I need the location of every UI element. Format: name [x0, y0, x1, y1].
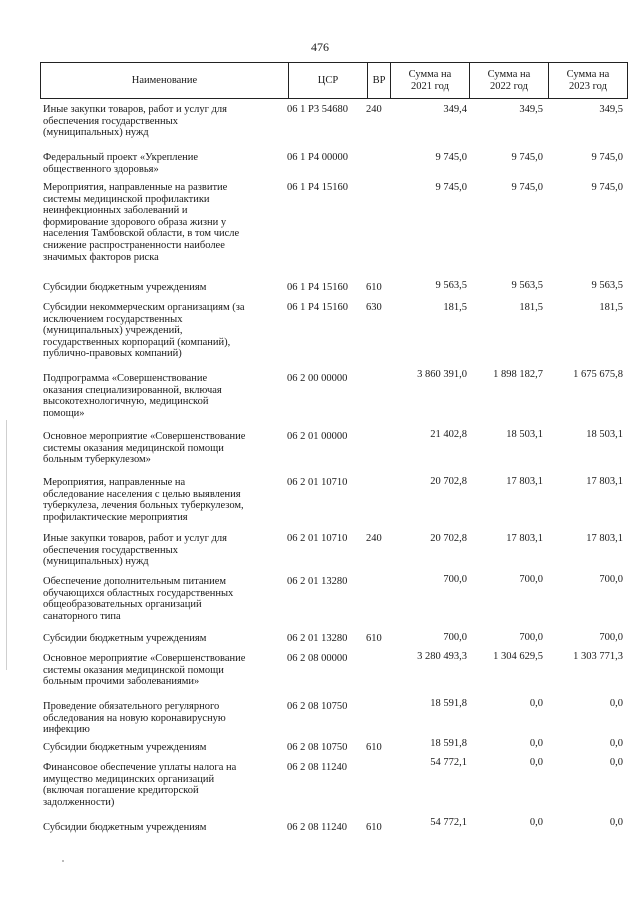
row-name-line: Субсидии бюджетным учреждениям	[43, 282, 207, 293]
row-sum-2023: 18 503,1	[586, 429, 623, 440]
row-name-line: оказания специализированной, включая	[43, 384, 222, 396]
row-name	[43, 742, 275, 754]
row-csr: 06 1 P4 15160	[287, 282, 348, 293]
row-name-line: санаторного типа	[43, 610, 121, 622]
row-name-line: обеспечения государственных	[43, 115, 178, 127]
row-sum-2022: 0,0	[529, 817, 543, 828]
scan-margin-mark	[6, 420, 7, 670]
row-csr: 06 1 P4 15160	[287, 302, 348, 313]
row-vr: 240	[366, 104, 382, 115]
row-sum-2022: 18 503,1	[506, 429, 543, 440]
row-sum-2022: 700,0	[519, 574, 543, 585]
row-sum-2023: 1 675 675,8	[573, 369, 623, 380]
row-name-line: обучающихся областных государственных	[43, 587, 234, 599]
row-sum-2023: 17 803,1	[586, 476, 623, 487]
row-name-line: больным туберкулезом»	[43, 454, 151, 466]
row-sum-2022: 17 803,1	[506, 533, 543, 544]
row-name-line: публично-правовых компаний)	[43, 348, 182, 360]
row-name-line: (муниципальных) нужд	[43, 556, 149, 568]
row-sum-2022: 9 563,5	[511, 280, 543, 291]
row-name-line: Основное мероприятие «Совершенствование	[43, 431, 246, 442]
row-name-line: значимых факторов риска	[43, 251, 159, 263]
row-name	[43, 822, 275, 834]
row-csr: 06 2 08 00000	[287, 653, 348, 664]
row-csr: 06 1 P3 54680	[287, 104, 348, 115]
row-sum-2021: 700,0	[443, 632, 467, 643]
table-header	[40, 62, 628, 99]
row-name-line: Подпрограмма «Совершенствование	[43, 373, 208, 384]
row-vr: 630	[366, 302, 382, 313]
row-csr: 06 2 01 10710	[287, 533, 348, 544]
row-sum-2023: 0,0	[609, 817, 623, 828]
row-name-line: туберкулеза, лечения больных туберкулезом,	[43, 500, 244, 512]
row-name	[43, 373, 275, 419]
row-name-line: населения Тамбовской области, в том числе	[43, 228, 240, 240]
row-sum-2023: 9 563,5	[591, 280, 623, 291]
row-name-line: (муниципальных) учреждений,	[43, 325, 183, 337]
row-vr: 610	[366, 282, 382, 293]
row-name-line: обследования на новую коронавирусную	[43, 712, 226, 724]
header-vr: ВР	[372, 74, 386, 86]
row-name	[43, 533, 275, 568]
row-sum-2022: 1 898 182,7	[493, 369, 543, 380]
row-name	[43, 431, 275, 466]
header-sum-2023-line1: Сумма на	[566, 68, 610, 80]
row-csr: 06 1 P4 15160	[287, 182, 348, 193]
row-sum-2022: 1 304 629,5	[493, 651, 543, 662]
row-csr: 06 2 08 10750	[287, 701, 348, 712]
row-name-line: Проведение обязательного регулярного	[43, 701, 220, 712]
row-name-line: Субсидии бюджетным учреждениям	[43, 633, 207, 644]
row-name-line: помощи»	[43, 407, 85, 419]
row-name-line: Мероприятия, направленные на	[43, 477, 186, 488]
row-name-line: инфекцию	[43, 724, 90, 736]
row-name-line: Субсидии бюджетным учреждениям	[43, 822, 207, 833]
row-name-line: обследование населения с целью выявления	[43, 488, 241, 500]
row-name-line: Финансовое обеспечение уплаты налога на	[43, 762, 237, 773]
row-name-line: больным прочими заболеваниями»	[43, 676, 200, 688]
header-sum-2023-line2: 2023 год	[569, 80, 607, 92]
row-name	[43, 576, 275, 622]
row-name-line: неинфекционных заболеваний и	[43, 205, 188, 217]
row-csr: 06 2 08 11240	[287, 822, 347, 833]
row-sum-2022: 0,0	[529, 698, 543, 709]
row-name-line: Обеспечение дополнительным питанием	[43, 576, 227, 587]
row-sum-2023: 700,0	[599, 574, 623, 585]
row-name	[43, 302, 275, 360]
row-vr: 610	[366, 822, 382, 833]
row-sum-2023: 349,5	[599, 104, 623, 115]
row-sum-2023: 181,5	[599, 302, 623, 313]
row-sum-2022: 349,5	[519, 104, 543, 115]
row-sum-2023: 0,0	[609, 698, 623, 709]
row-sum-2021: 349,4	[443, 104, 467, 115]
row-sum-2023: 9 745,0	[591, 182, 623, 193]
row-sum-2023: 17 803,1	[586, 533, 623, 544]
row-sum-2021: 20 702,8	[430, 533, 467, 544]
row-sum-2021: 181,5	[443, 302, 467, 313]
row-name	[43, 477, 275, 523]
row-sum-2021: 54 772,1	[430, 817, 467, 828]
row-sum-2021: 3 280 493,3	[417, 651, 467, 662]
row-sum-2021: 18 591,8	[430, 698, 467, 709]
row-name-line: имущество медицинских организаций	[43, 773, 215, 785]
row-name-line: исключением государственных	[43, 313, 183, 325]
header-sum-2021-line1: Сумма на	[408, 68, 452, 80]
row-name-line: системы оказания медицинской помощи	[43, 664, 224, 676]
row-vr: 610	[366, 633, 382, 644]
row-sum-2021: 20 702,8	[430, 476, 467, 487]
row-name-line: (включая погашение кредиторской	[43, 785, 199, 797]
row-name-line: системы оказания медицинской помощи	[43, 442, 224, 454]
row-sum-2021: 9 745,0	[435, 152, 467, 163]
row-sum-2021: 21 402,8	[430, 429, 467, 440]
row-name-line: высокотехнологичную, медицинской	[43, 396, 209, 408]
row-name	[43, 152, 275, 175]
row-vr: 240	[366, 533, 382, 544]
row-name	[43, 633, 275, 645]
row-name-line: Иные закупки товаров, работ и услуг для	[43, 104, 227, 115]
row-csr: 06 2 01 10710	[287, 477, 348, 488]
row-csr: 06 2 01 13280	[287, 633, 348, 644]
row-name-line: Субсидии некоммерческим организациям (за	[43, 302, 245, 313]
header-sum-2022-line2: 2022 год	[490, 80, 528, 92]
row-name-line: обеспечения государственных	[43, 544, 178, 556]
row-sum-2023: 9 745,0	[591, 152, 623, 163]
header-sum-2022	[470, 63, 548, 98]
row-name	[43, 701, 275, 736]
row-sum-2023: 700,0	[599, 632, 623, 643]
row-sum-2021: 9 563,5	[435, 280, 467, 291]
row-name-line: Иные закупки товаров, работ и услуг для	[43, 533, 227, 544]
page-number: 476	[311, 40, 329, 54]
row-sum-2022: 9 745,0	[511, 152, 543, 163]
row-sum-2022: 17 803,1	[506, 476, 543, 487]
row-name	[43, 182, 275, 263]
row-name-line: Мероприятия, направленные на развитие	[43, 182, 228, 193]
row-sum-2021: 9 745,0	[435, 182, 467, 193]
row-name	[43, 762, 275, 808]
row-sum-2021: 54 772,1	[430, 757, 467, 768]
header-name: Наименование	[131, 74, 198, 86]
row-name-line: профилактические мероприятия	[43, 511, 188, 523]
row-csr: 06 2 00 00000	[287, 373, 348, 384]
row-csr: 06 2 01 00000	[287, 431, 348, 442]
row-csr: 06 2 01 13280	[287, 576, 348, 587]
row-name-line: (муниципальных) нужд	[43, 127, 149, 139]
row-sum-2022: 9 745,0	[511, 182, 543, 193]
row-csr: 06 2 08 10750	[287, 742, 348, 753]
row-name-line: формирование здорового образа жизни у	[43, 216, 227, 228]
row-name-line: общественного здоровья»	[43, 163, 159, 175]
row-name-line: Основное мероприятие «Совершенствование	[43, 653, 246, 664]
header-sum-2022-line1: Сумма на	[487, 68, 531, 80]
scan-speck	[62, 860, 64, 862]
row-name-line: общеобразовательных организаций	[43, 599, 202, 611]
row-sum-2023: 0,0	[609, 738, 623, 749]
row-name-line: снижение распространенности наиболее	[43, 239, 225, 251]
row-name-line: задолженности)	[43, 796, 115, 808]
row-sum-2022: 700,0	[519, 632, 543, 643]
row-name-line: Федеральный проект «Укрепление	[43, 152, 199, 163]
row-vr: 610	[366, 742, 382, 753]
header-sum-2021	[391, 63, 469, 98]
row-name	[43, 104, 275, 139]
header-sum-2021-line2: 2021 год	[411, 80, 449, 92]
row-sum-2023: 0,0	[609, 757, 623, 768]
row-sum-2022: 0,0	[529, 738, 543, 749]
row-csr: 06 1 P4 00000	[287, 152, 348, 163]
row-name-line: государственных корпораций (компаний),	[43, 336, 231, 348]
header-csr: ЦСР	[317, 74, 339, 86]
row-name	[43, 282, 275, 294]
header-sum-2023	[549, 63, 627, 98]
row-sum-2021: 700,0	[443, 574, 467, 585]
row-sum-2021: 3 860 391,0	[417, 369, 467, 380]
row-name-line: системы медицинской профилактики	[43, 193, 210, 205]
row-sum-2021: 18 591,8	[430, 738, 467, 749]
row-name	[43, 653, 275, 688]
row-sum-2022: 0,0	[529, 757, 543, 768]
row-sum-2023: 1 303 771,3	[573, 651, 623, 662]
row-csr: 06 2 08 11240	[287, 762, 347, 773]
row-name-line: Субсидии бюджетным учреждениям	[43, 742, 207, 753]
row-sum-2022: 181,5	[519, 302, 543, 313]
